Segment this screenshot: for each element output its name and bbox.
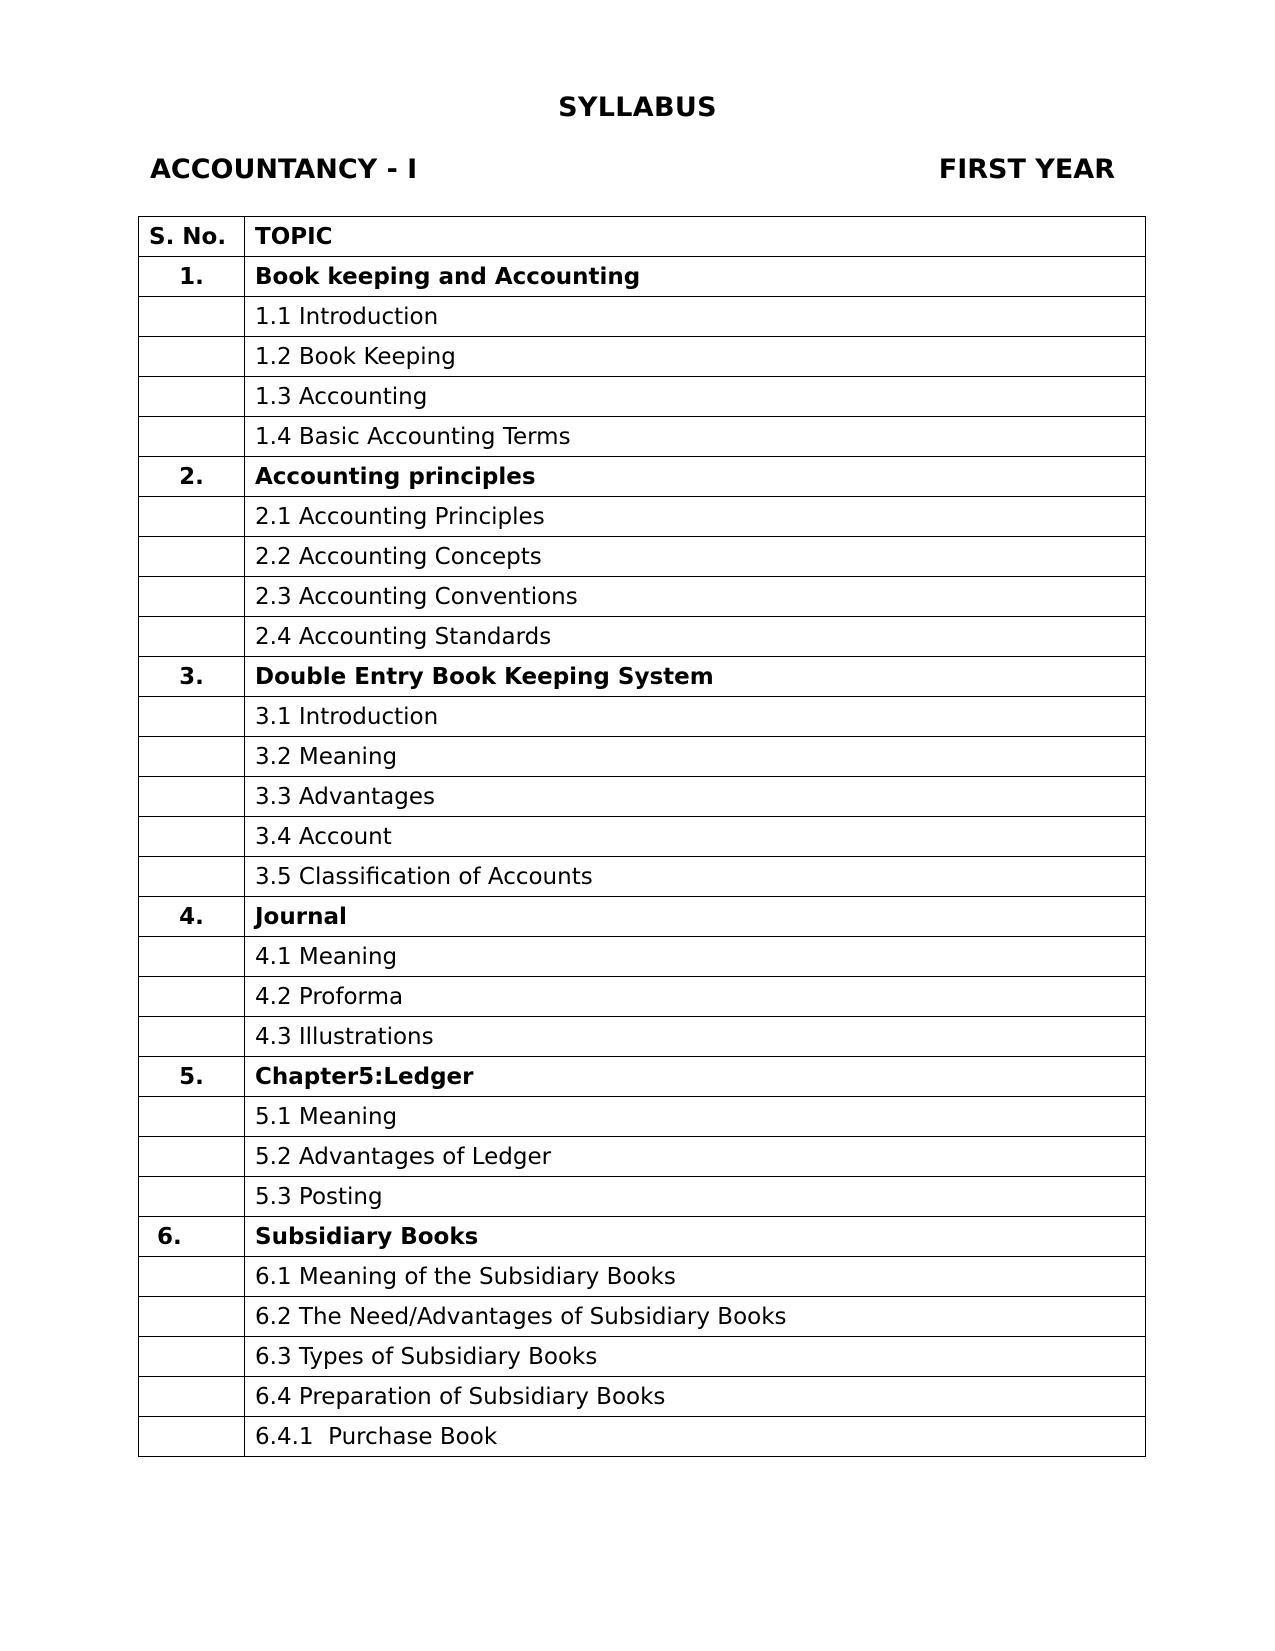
topic-cell: 1.3 Accounting: [245, 377, 1146, 417]
topic-cell: 2.3 Accounting Conventions: [245, 577, 1146, 617]
topic-cell: 3.3 Advantages: [245, 777, 1146, 817]
serial-number-cell: [139, 1017, 245, 1057]
topic-row: [139, 937, 1146, 977]
serial-number-cell: [139, 297, 245, 337]
topic-cell: 4.3 Illustrations: [245, 1017, 1146, 1057]
serial-number-cell: [139, 497, 245, 537]
topic-row: [139, 977, 1146, 1017]
serial-number-cell: 4.: [139, 897, 245, 937]
topic-row: [139, 1417, 1146, 1457]
chapter-title-cell: Chapter5:Ledger: [245, 1057, 1146, 1097]
topic-row: [139, 617, 1146, 657]
topic-row: [139, 297, 1146, 337]
topic-cell: 3.1 Introduction: [245, 697, 1146, 737]
serial-number-cell: [139, 857, 245, 897]
topic-row: [139, 1177, 1146, 1217]
syllabus-table-body: [139, 217, 1146, 1457]
topic-row: [139, 697, 1146, 737]
serial-number-cell: [139, 377, 245, 417]
chapter-title-cell: Double Entry Book Keeping System: [245, 657, 1146, 697]
topic-cell: 3.4 Account: [245, 817, 1146, 857]
serial-number-cell: [139, 777, 245, 817]
topic-cell: 5.1 Meaning: [245, 1097, 1146, 1137]
topic-row: [139, 737, 1146, 777]
chapter-title-cell: Subsidiary Books: [245, 1217, 1146, 1257]
topic-row: [139, 337, 1146, 377]
topic-row: [139, 497, 1146, 537]
topic-cell: 5.2 Advantages of Ledger: [245, 1137, 1146, 1177]
serial-number-cell: [139, 977, 245, 1017]
chapter-title-cell: Accounting principles: [245, 457, 1146, 497]
serial-number-cell: [139, 1177, 245, 1217]
chapter-row: [139, 457, 1146, 497]
topic-row: [139, 1337, 1146, 1377]
serial-number-cell: [139, 937, 245, 977]
serial-number-cell: [139, 1337, 245, 1377]
topic-row: [139, 1097, 1146, 1137]
topic-cell: 1.4 Basic Accounting Terms: [245, 417, 1146, 457]
topic-row: [139, 537, 1146, 577]
serial-number-cell: [139, 417, 245, 457]
topic-cell: 6.1 Meaning of the Subsidiary Books: [245, 1257, 1146, 1297]
chapter-row: [139, 1217, 1146, 1257]
topic-row: [139, 857, 1146, 897]
chapter-row: [139, 257, 1146, 297]
topic-cell: 2.1 Accounting Principles: [245, 497, 1146, 537]
syllabus-table: [138, 216, 1146, 1457]
chapter-row: [139, 657, 1146, 697]
chapter-title-cell: Journal: [245, 897, 1146, 937]
chapter-title-cell: Book keeping and Accounting: [245, 257, 1146, 297]
topic-cell: 1.2 Book Keeping: [245, 337, 1146, 377]
serial-number-cell: [139, 1377, 245, 1417]
topic-row: [139, 377, 1146, 417]
subject-heading: ACCOUNTANCY - I: [150, 154, 418, 185]
serial-number-cell: [139, 1257, 245, 1297]
serial-number-cell: [139, 1417, 245, 1457]
topic-cell: 2.4 Accounting Standards: [245, 617, 1146, 657]
serial-number-cell: [139, 1097, 245, 1137]
serial-number-cell: [139, 537, 245, 577]
serial-number-cell: [139, 1137, 245, 1177]
serial-number-cell: [139, 617, 245, 657]
serial-number-cell: [139, 817, 245, 857]
table-header-row: [139, 217, 1146, 257]
topic-cell: 6.3 Types of Subsidiary Books: [245, 1337, 1146, 1377]
topic-row: [139, 1257, 1146, 1297]
topic-cell: 5.3 Posting: [245, 1177, 1146, 1217]
topic-cell: 4.2 Proforma: [245, 977, 1146, 1017]
topic-row: [139, 577, 1146, 617]
serial-number-cell: 6.: [139, 1217, 245, 1257]
serial-number-cell: [139, 697, 245, 737]
serial-number-cell: [139, 737, 245, 777]
serial-number-cell: 3.: [139, 657, 245, 697]
topic-cell: 2.2 Accounting Concepts: [245, 537, 1146, 577]
topic-cell: 6.4 Preparation of Subsidiary Books: [245, 1377, 1146, 1417]
topic-cell: 4.1 Meaning: [245, 937, 1146, 977]
serial-number-cell: [139, 337, 245, 377]
sno-header: S. No.: [139, 217, 245, 257]
topic-cell: 6.4.1 Purchase Book: [245, 1417, 1146, 1457]
topic-row: [139, 777, 1146, 817]
topic-header: TOPIC: [245, 217, 1146, 257]
serial-number-cell: [139, 577, 245, 617]
topic-row: [139, 1017, 1146, 1057]
topic-row: [139, 1137, 1146, 1177]
serial-number-cell: 1.: [139, 257, 245, 297]
serial-number-cell: 2.: [139, 457, 245, 497]
serial-number-cell: 5.: [139, 1057, 245, 1097]
topic-cell: 3.5 Classification of Accounts: [245, 857, 1146, 897]
chapter-row: [139, 1057, 1146, 1097]
page-title: SYLLABUS: [558, 92, 717, 123]
chapter-row: [139, 897, 1146, 937]
topic-cell: 6.2 The Need/Advantages of Subsidiary Books: [245, 1297, 1146, 1337]
serial-number-cell: [139, 1297, 245, 1337]
topic-row: [139, 817, 1146, 857]
year-heading: FIRST YEAR: [938, 154, 1115, 185]
topic-row: [139, 1377, 1146, 1417]
topic-row: [139, 417, 1146, 457]
topic-cell: 3.2 Meaning: [245, 737, 1146, 777]
topic-cell: 1.1 Introduction: [245, 297, 1146, 337]
topic-row: [139, 1297, 1146, 1337]
